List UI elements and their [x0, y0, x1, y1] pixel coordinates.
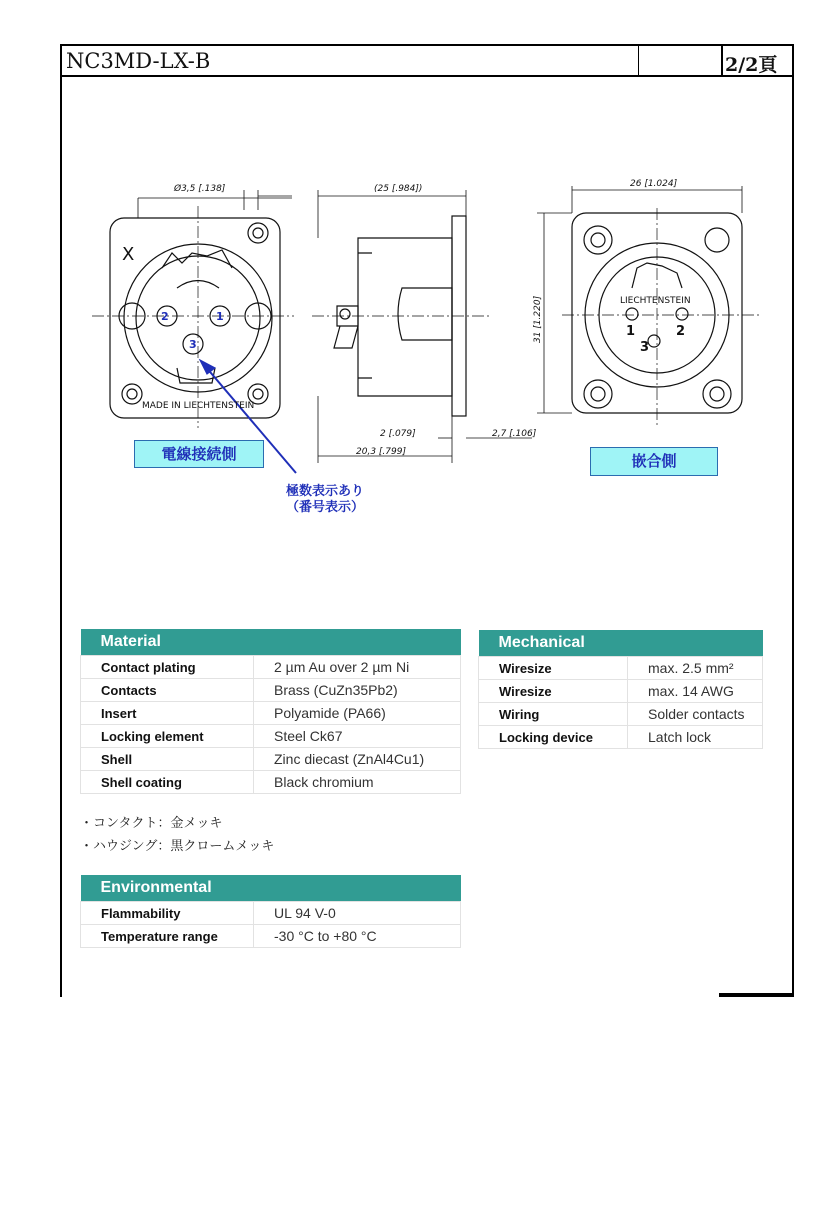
mechanical-table	[478, 630, 763, 749]
made-in-text: MADE IN LIECHTENSTEIN	[142, 401, 255, 411]
front-view	[537, 186, 762, 428]
note-contact: ・コンタクト：金メッキ	[80, 816, 223, 831]
solder-side-label: 電線接続側	[134, 440, 264, 468]
side-view	[312, 190, 532, 463]
title-block	[60, 44, 794, 77]
material-table	[80, 629, 461, 794]
dim-flange: 2 [.079]	[380, 429, 416, 439]
environmental-title: Environmental	[81, 875, 461, 902]
dim-body: 20,3 [.799]	[356, 447, 406, 457]
table-row: Locking element Steel Ck67	[81, 725, 461, 748]
dim-width: 26 [1.024]	[630, 179, 678, 189]
pin-note-line1: 極数表示あり	[285, 484, 364, 499]
environmental-table	[80, 875, 461, 948]
dim-depth: (25 [.984])	[374, 184, 423, 194]
table-row: Contacts Brass (CuZn35Pb2)	[81, 679, 461, 702]
page-number: 2/2頁	[725, 54, 778, 76]
dim-panel: 2,7 [.106]	[492, 429, 537, 439]
table-row: Shell coating Black chromium	[81, 771, 461, 794]
note-housing: ・ハウジング：黒クロームメッキ	[80, 839, 275, 854]
dim-hole: Ø3,5 [.138]	[174, 184, 226, 194]
bottom-rule	[719, 993, 794, 997]
table-row: Shell Zinc diecast (ZnAl4Cu1)	[81, 748, 461, 771]
table-row: Contact plating 2 µm Au over 2 µm Ni	[81, 656, 461, 679]
front-pin-2: 2	[676, 324, 686, 339]
front-pin-1: 1	[626, 324, 636, 339]
table-row: Wiring Solder contacts	[479, 703, 763, 726]
table-row: Flammability UL 94 V-0	[81, 902, 461, 925]
table-row: Wiresize max. 14 AWG	[479, 680, 763, 703]
material-title: Material	[81, 629, 461, 656]
brand-text: LIECHTENSTEIN	[620, 296, 691, 306]
x-mark: X	[122, 244, 135, 265]
front-pin-3: 3	[640, 340, 650, 355]
rear-pin-2: 2	[161, 310, 169, 323]
rear-view	[92, 190, 294, 428]
part-number: NC3MD-LX-B	[66, 49, 211, 73]
table-row: Insert Polyamide (PA66)	[81, 702, 461, 725]
rear-pin-1: 1	[216, 310, 224, 323]
table-row: Wiresize max. 2.5 mm²	[479, 657, 763, 680]
table-row: Locking device Latch lock	[479, 726, 763, 749]
pin-note-line2: （番号表示）	[285, 500, 364, 515]
mating-side-label: 嵌合側	[590, 447, 718, 476]
dim-height: 31 [1.220]	[533, 295, 543, 343]
table-row: Temperature range -30 °C to +80 °C	[81, 925, 461, 948]
title-block-divider	[638, 46, 723, 75]
pin-number-note	[270, 484, 380, 516]
mechanical-title: Mechanical	[479, 630, 763, 657]
rear-pin-3: 3	[189, 338, 197, 351]
